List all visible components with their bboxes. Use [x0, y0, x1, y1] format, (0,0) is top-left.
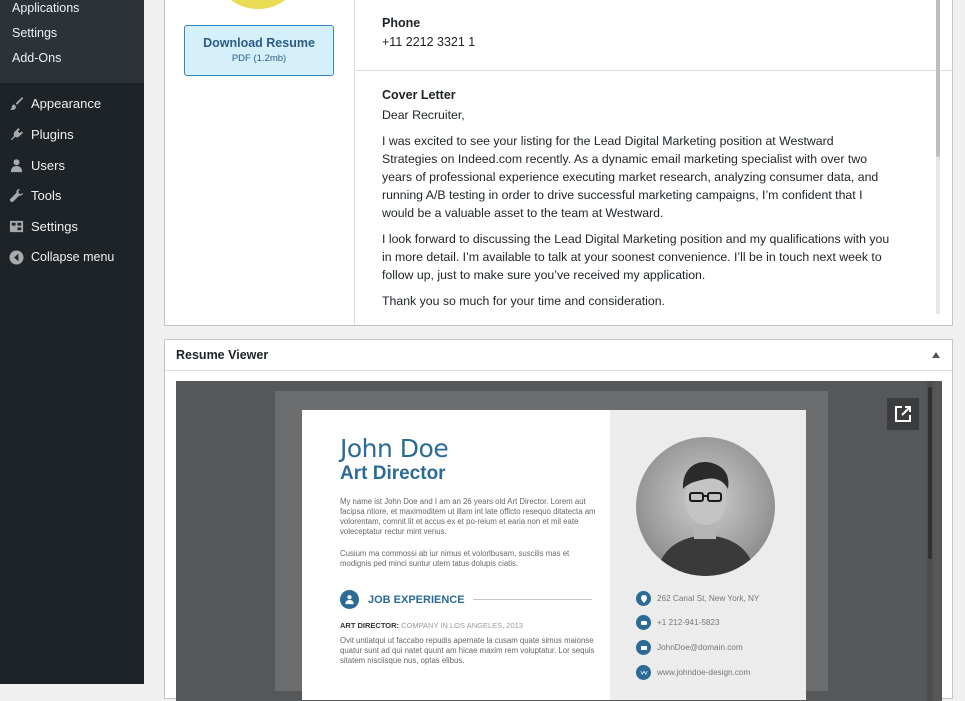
- contact-website-text: www.johndoe-design.com: [657, 668, 751, 677]
- sliders-icon: [8, 218, 24, 234]
- resume-bio: Cusium ma commossi ab iur nimus et volorlbusam, suscilis mas et modignis ped minci suntur utem tatus dolupis ciatis.: [340, 549, 570, 568]
- panel-scrollbar-thumb[interactable]: [936, 0, 940, 157]
- resume-bio: My name ist John Doe and I am an 26 years old Art Director. Lorem aut facipsa ntiore, et maximoditem ut illam int late officto resequo ditatecta am volorentam, comnit lit et accus ex et po-reium et earia non et mil eate voleceptatur rectur mint venus.: [340, 497, 596, 536]
- resume-viewer-title: Resume Viewer: [176, 348, 269, 362]
- collapse-toggle-icon[interactable]: [931, 350, 941, 360]
- resume-name: John Doe: [340, 434, 449, 463]
- submenu-item-settings[interactable]: Settings: [12, 26, 58, 40]
- contact-phone-text: +1 212-941-5823: [657, 618, 720, 627]
- resume-photo: [636, 437, 775, 576]
- email-icon: [636, 640, 651, 655]
- sidebar-item-label: Settings: [31, 218, 78, 234]
- cover-letter-paragraph: I look forward to discussing the Lead Digital Marketing position and my qualifications with you in more detail. I’m available to talk at your soonest convenience. I’ll be in touch next week to follow up, just to make sure you’ve received my application.: [382, 232, 890, 282]
- phone-label: Phone: [382, 16, 421, 30]
- collapse-menu-button[interactable]: [0, 242, 144, 272]
- job-experience-heading: [340, 590, 592, 609]
- job-title-company: COMPANY IN LOS ANGELES, 2013: [399, 621, 523, 630]
- collapse-arrow-icon: [8, 249, 24, 265]
- sidebar-submenu: [0, 0, 144, 83]
- sidebar-item-label: Plugins: [31, 126, 74, 142]
- phone-field: [382, 16, 475, 49]
- contact-phone: [636, 615, 720, 630]
- cover-letter-greeting: Dear Recruiter,: [382, 108, 465, 122]
- person-icon: [340, 590, 359, 609]
- sidebar-item-label: Tools: [31, 187, 62, 203]
- paintbrush-icon: [8, 95, 24, 111]
- wrench-icon: [8, 187, 24, 203]
- user-icon: [8, 157, 24, 173]
- submenu-item-applications[interactable]: Applications: [12, 1, 80, 15]
- open-external-icon: [894, 405, 912, 423]
- sidebar-item-appearance[interactable]: [0, 88, 144, 118]
- resume-viewer-panel: [164, 339, 953, 699]
- location-pin-icon: [636, 591, 651, 606]
- document-scrollbar-thumb[interactable]: [928, 387, 932, 559]
- resume-role: Art Director: [340, 463, 446, 484]
- cover-letter-paragraph: Thank you so much for your time and consideration.: [382, 294, 665, 308]
- submenu-item-add-ons[interactable]: Add-Ons: [12, 51, 62, 65]
- panel-scrollbar[interactable]: [936, 0, 940, 314]
- job-title-bold: ART DIRECTOR:: [340, 621, 400, 630]
- applicant-avatar: [215, 0, 301, 9]
- sidebar-item-tools[interactable]: [0, 180, 144, 210]
- job-experience-label: JOB EXPERIENCE: [368, 593, 465, 606]
- web-icon: [636, 665, 651, 680]
- applicant-left-column: [165, 0, 355, 325]
- job-title-line: [340, 621, 523, 630]
- applicant-details-panel: [164, 0, 953, 326]
- cover-letter-label: Cover Letter: [382, 88, 456, 102]
- phone-icon: [636, 615, 651, 630]
- contact-email-text: JohnDoe@domain.com: [657, 643, 743, 652]
- section-divider: [356, 70, 953, 71]
- cover-letter-paragraph: I was excited to see your listing for the Lead Digital Marketing position at Westward Strategies on Indeed.com recently. As a dynamic email marketing specialist with over two years of professional experience executing market research, analyzing consumer data, and running A/B testing in order to drive successful marketing campaigns, I’m confident that I would be a valuable asset to the team at Westward.: [382, 134, 879, 220]
- contact-address: [636, 591, 759, 606]
- resume-page: [302, 410, 806, 700]
- admin-sidebar: [0, 0, 144, 684]
- job-description: Ovit untiatqui ut faccabo repudis apernate la cusam quate simus maionse quatur sunt ad qui natet quunt am hicae maxim rem voluptatur. Lor sequis sitatem nisciisque nus, optas elibus.: [340, 636, 595, 665]
- download-resume-label: Download Resume: [203, 36, 315, 50]
- sidebar-item-settings[interactable]: [0, 211, 144, 241]
- collapse-menu-label: Collapse menu: [31, 250, 115, 264]
- download-resume-size: PDF (1.2mb): [231, 53, 287, 64]
- contact-website: [636, 665, 750, 680]
- sidebar-item-plugins[interactable]: [0, 119, 144, 149]
- sidebar-item-users[interactable]: [0, 150, 144, 180]
- phone-value: +11 2212 3321 1: [382, 35, 476, 49]
- document-viewer[interactable]: [176, 381, 942, 701]
- cover-letter-field: [382, 88, 892, 310]
- applicant-right-column: [356, 0, 941, 325]
- heading-rule: [473, 599, 592, 600]
- open-external-button[interactable]: [887, 398, 919, 430]
- contact-email: [636, 640, 743, 655]
- sidebar-item-label: Users: [31, 157, 65, 173]
- download-resume-button[interactable]: [184, 25, 334, 76]
- sidebar-item-label: Appearance: [31, 95, 102, 111]
- plug-icon: [8, 126, 24, 142]
- contact-address-text: 262 Canal St, New York, NY: [657, 594, 760, 603]
- resume-viewer-header[interactable]: [165, 340, 952, 371]
